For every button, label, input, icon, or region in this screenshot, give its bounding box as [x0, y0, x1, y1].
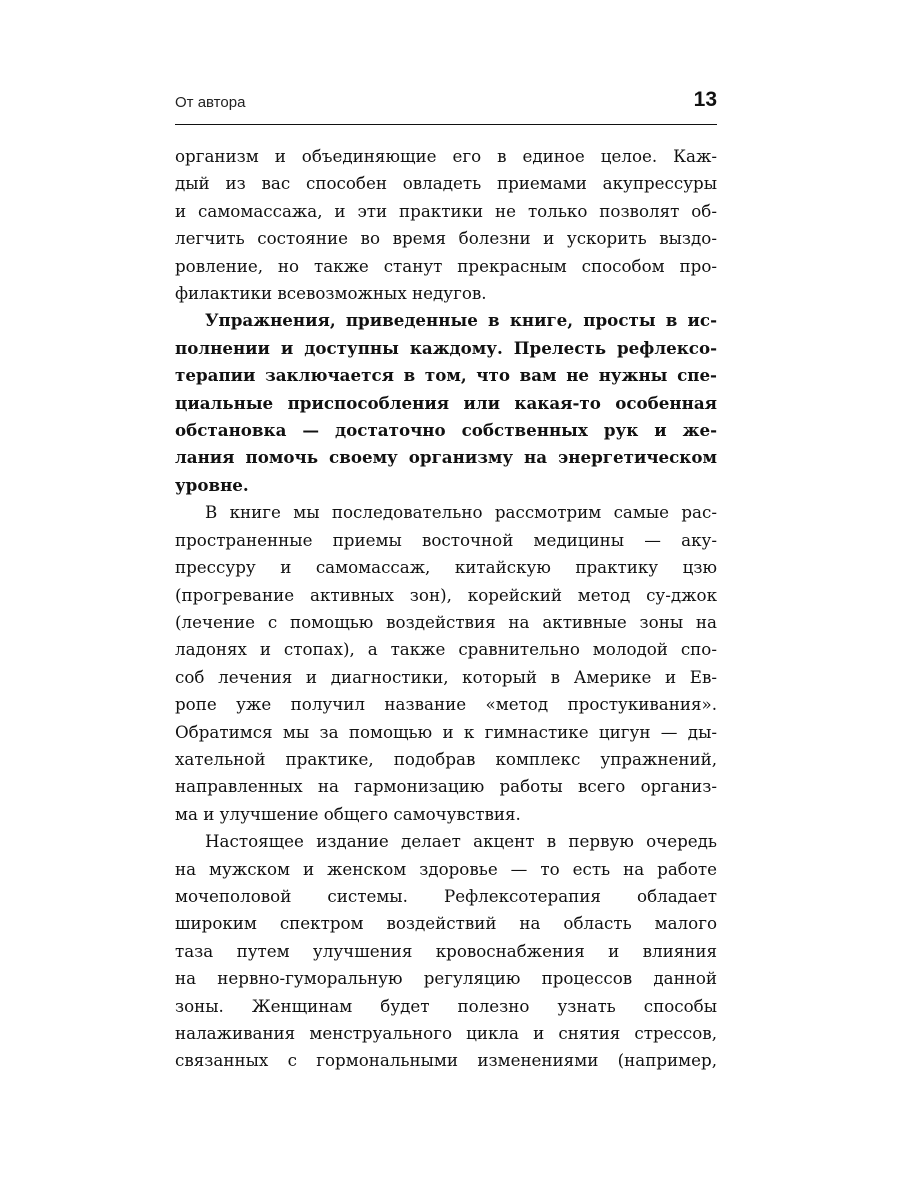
text-line: Настоящее издание делает акцент в первую очередь	[205, 831, 717, 852]
text-line: соб лечения и диагностики, который в Америке и Ев-	[175, 666, 717, 687]
text-line: обстановка — достаточно собственных рук и же-	[175, 420, 717, 441]
text-line: дый из вас способен овладеть приемами акупрессуры	[175, 173, 717, 194]
text-line: хательной практике, подобрав комплекс упражнений,	[175, 748, 717, 769]
text-line: налаживания менструального цикла и снятия стрессов,	[175, 1023, 717, 1043]
text-line: мочеполовой системы. Рефлексотерапия обладает	[175, 885, 717, 906]
text-line: организм и объединяющие его в единое целое. Каж-	[175, 146, 717, 166]
text-line: филактики всевозможных недугов.	[175, 283, 487, 304]
text-line: зоны. Женщинам будет полезно узнать способы	[175, 995, 717, 1016]
text-line: ропе уже получил название «метод простукивания».	[175, 694, 717, 715]
text-line: на нервно-гуморальную регуляцию процессов данной	[175, 968, 717, 989]
body-text	[175, 143, 717, 1075]
text-line: В книге мы последовательно рассмотрим самые рас-	[205, 502, 717, 523]
text-line: полнении и доступны каждому. Прелесть рефлексо-	[175, 337, 717, 358]
text-line: на мужском и женском здоровье — то есть на работе	[175, 858, 717, 879]
text-line: таза путем улучшения кровоснабжения и влияния	[175, 940, 717, 961]
section-title: От автора	[175, 94, 246, 111]
text-line: ма и улучшение общего самочувствия.	[175, 803, 521, 824]
text-line: (лечение с помощью воздействия на активные зоны на	[175, 611, 717, 632]
text-line: легчить состояние во время болезни и ускорить выздо-	[175, 228, 717, 249]
text-line: и самомассажа, и эти практики не только позволят об-	[175, 200, 717, 221]
text-line: прессуру и самомассаж, китайскую практику цзю	[175, 557, 717, 578]
text-line: ровление, но также станут прекрасным способом про-	[175, 255, 717, 276]
text-line: Упражнения, приведенные в книге, просты в ис-	[205, 310, 717, 331]
page-number: 13	[693, 88, 717, 111]
text-line: (прогревание активных зон), корейский метод су-джок	[175, 584, 717, 605]
text-line: ладонях и стопах), а также сравнительно молодой спо-	[175, 639, 717, 660]
text-line: пространенные приемы восточной медицины — аку-	[175, 529, 717, 550]
paragraph-bold-emphasis	[175, 307, 717, 499]
paragraph-methods	[175, 499, 717, 828]
text-line: лания помочь своему организму на энергетическом	[175, 447, 717, 468]
header-divider	[175, 124, 717, 125]
text-line: направленных на гармонизацию работы всего организ-	[175, 776, 717, 797]
text-line: уровне.	[175, 474, 249, 495]
paragraph-health-focus	[175, 828, 717, 1075]
text-line: терапии заключается в том, что вам не нужны спе-	[175, 365, 717, 386]
text-line: связанных с гормональными изменениями (например,	[175, 1050, 717, 1071]
text-line: циальные приспособления или какая-то особенная	[175, 392, 717, 413]
text-line: широким спектром воздействий на область малого	[175, 913, 717, 934]
text-line: Обратимся мы за помощью и к гимнастике цигун — ды-	[175, 721, 717, 742]
paragraph-continuation	[175, 143, 717, 307]
running-header	[175, 88, 717, 116]
